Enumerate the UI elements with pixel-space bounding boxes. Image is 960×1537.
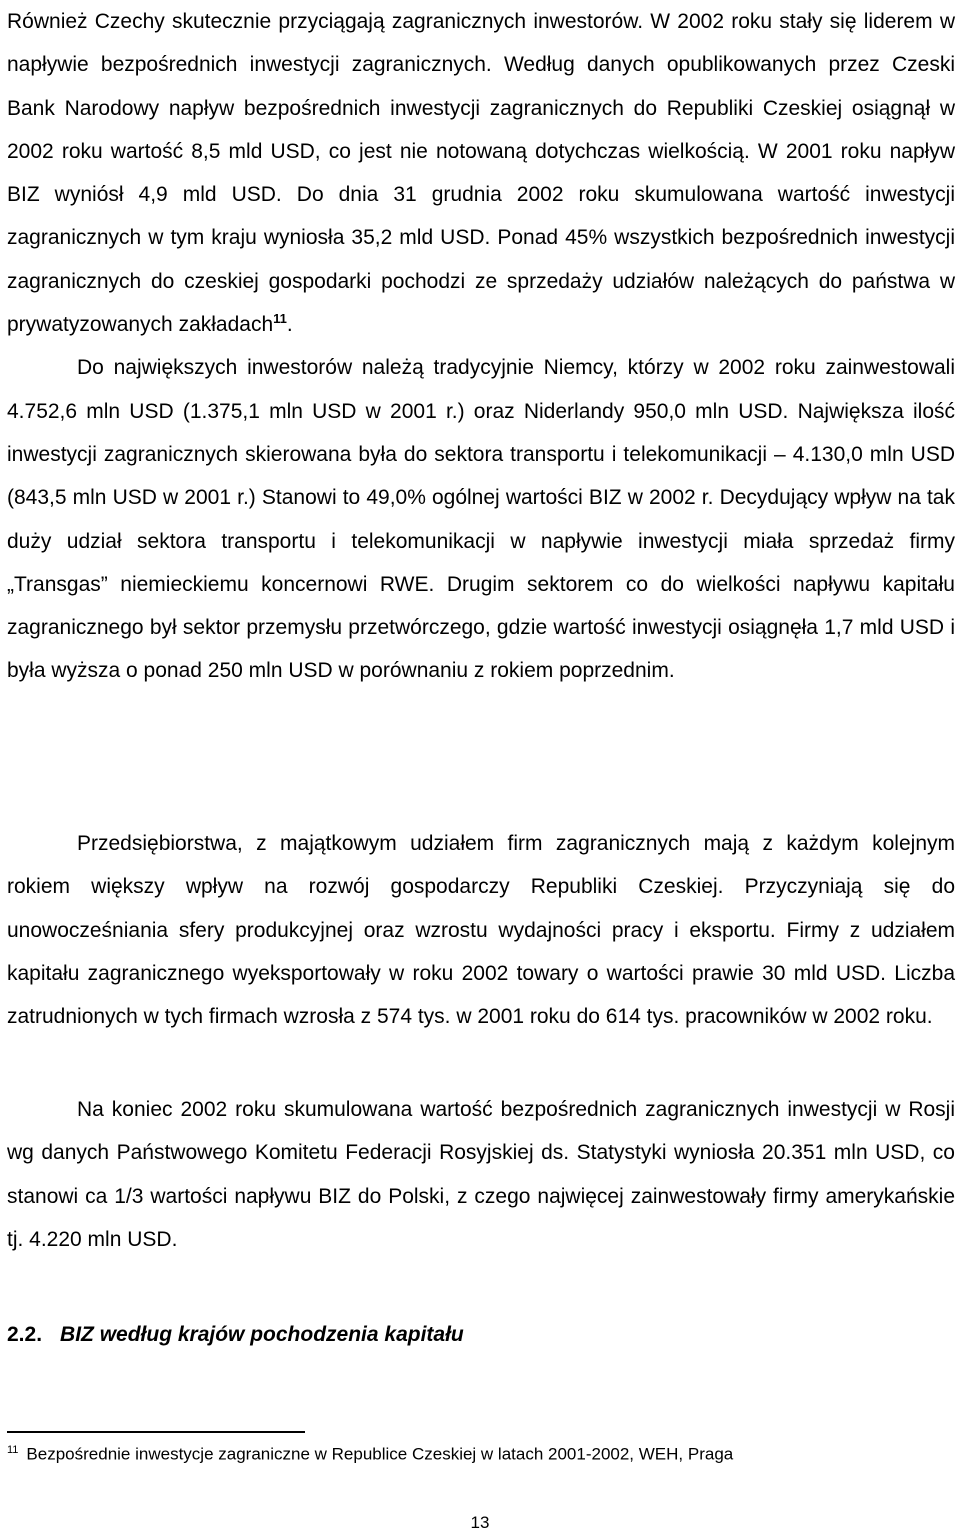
paragraph-foreign-enterprises-block <box>7 822 955 1038</box>
page-number: 13 <box>470 1513 490 1532</box>
paragraph-russia: Na koniec 2002 roku skumulowana wartość bezpośrednich zagranicznych inwestycji w Rosji wg danych Państwowego Komitetu Federacji Rosyjskiej ds. Statystyki wyniosła 20.351 mln USD, co stanowi ca 1/3 wartości napływu BIZ do Polski, z czego najwięcej zainwestowały firmy amerykańskie tj. 4.220 mln USD. <box>7 1098 955 1251</box>
footnote-reference[interactable]: 11 <box>273 311 287 327</box>
paragraph-foreign-enterprises: Przedsiębiorstwa, z majątkowym udziałem firm zagranicznych mają z każdym kolejnym rokiem większy wpływ na rozwój gospodarczy Republiki Czeskiej. Przyczyniają się do unowocześniania sfery produkcyjnej oraz wzrostu wydajności pracy i eksportu. Firmy z udziałem kapitału zagranicznego wyeksportowały w roku 2002 towary o wartości prawie 30 mld USD. Liczba zatrudnionych w tych firmach wzrosła z 574 tys. w 2001 roku do 614 tys. pracowników w 2002 roku. <box>7 832 955 1029</box>
section-title: BIZ według krajów pochodzenia kapitału <box>60 1323 464 1346</box>
footnote <box>7 1438 955 1467</box>
footnote-separator <box>7 1431 305 1433</box>
paragraph-czech-main: Również Czechy skutecznie przyciągają zagranicznych inwestorów. W 2002 roku stały się liderem w napływie bezpośrednich inwestycji zagranicznych. Według danych opublikowanych przez Czeski Bank Narodowy napływ bezpośrednich inwestycji zagranicznych do Republiki Czeskiej osiągnął w 2002 roku wartość 8,5 mld USD, co jest nie notowaną dotychczas wielkością. W 2001 roku napływ BIZ wyniósł 4,9 mld USD. Do dnia 31 grudnia 2002 roku skumulowana wartość inwestycji zagranicznych w tym kraju wyniosła 35,2 mld USD. Ponad 45% wszystkich bezpośrednich inwestycji zagranicznych do czeskiej gospodarki pochodzi ze sprzedaży udziałów należących do państwa w prywatyzowanych zakładach <box>7 10 955 337</box>
section-number: 2.2. <box>7 1323 43 1346</box>
footnote-marker: 11 <box>7 1444 19 1456</box>
paragraph-czech-investments <box>7 0 955 693</box>
paragraph-largest-investors: Do największych inwestorów należą tradycyjnie Niemcy, którzy w 2002 roku zainwestowali 4.752,6 mln USD (1.375,1 mln USD w 2001 r.) oraz Niderlandy 950,0 mln USD. Największa ilość inwestycji zagranicznych skierowana była do sektora transportu i telekomunikacji – 4.130,0 mln USD (843,5 mln USD w 2001 r.) Stanowi to 49,0% ogólnej wartości BIZ w 2002 r. Decydujący wpływ na tak duży udział sektora transportu i telekomunikacji w napływie inwestycji miała sprzedaż firmy „Transgas” niemieckiemu koncernowi RWE. Drugim sektorem co do wielkości napływu kapitału zagranicznego był sektor przemysłu przetwórczego, gdzie wartość inwestycji osiągnęła 1,7 mld USD i była wyższa o ponad 250 mln USD w porównaniu z rokiem poprzednim. <box>7 356 955 683</box>
section-heading <box>7 1318 464 1352</box>
paragraph-czech-end: . <box>286 313 293 337</box>
paragraph-russia-block <box>7 1088 955 1261</box>
footnote-text: Bezpośrednie inwestycje zagraniczne w Republice Czeskiej w latach 2001-2002, WEH, Praga <box>26 1444 734 1464</box>
paragraph-czech-text <box>7 0 955 346</box>
